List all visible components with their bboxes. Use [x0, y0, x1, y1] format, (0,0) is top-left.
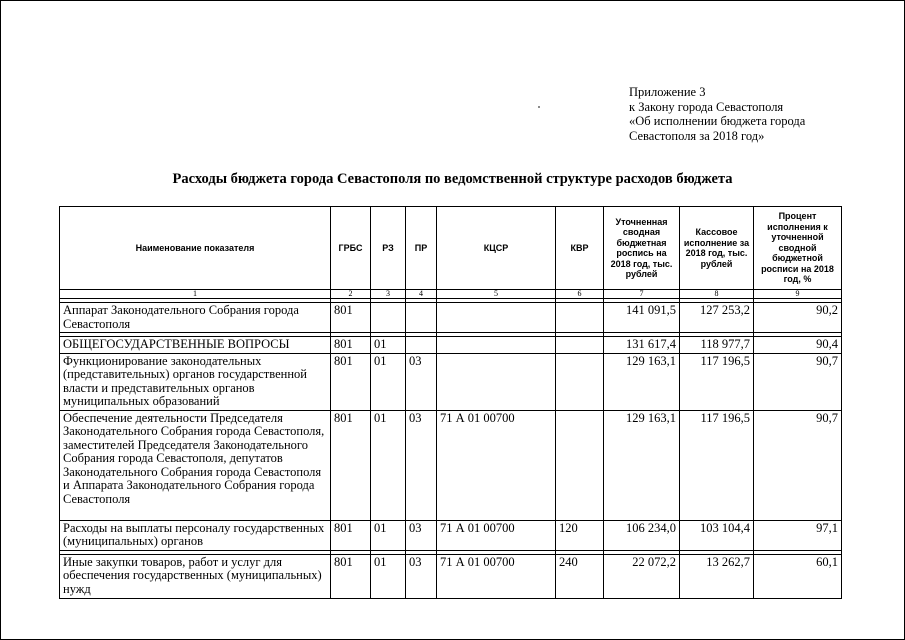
header-kvr: КВР: [556, 207, 604, 290]
row-cash: 118 977,7: [680, 337, 754, 354]
row-kcsr: [437, 337, 556, 354]
row-kcsr: 71 А 01 00700: [437, 520, 556, 550]
row-cash: 127 253,2: [680, 303, 754, 333]
row-percent: 60,1: [754, 554, 842, 598]
row-rz: 01: [371, 554, 406, 598]
row-name: Аппарат Законодательного Собрания города Севастополя: [60, 303, 331, 333]
row-grbs: 801: [331, 337, 371, 354]
column-number: 2: [331, 290, 371, 299]
row-cash: 117 196,5: [680, 353, 754, 410]
column-number: 6: [556, 290, 604, 299]
row-pr: 03: [406, 554, 437, 598]
row-name: Обеспечение деятельности Председателя Законодательного Собрания города Севастополя, заместителей Председателя Законодательного Собрания города Севастополя, депутатов Законодательного Собрания города Севастополя и Аппарата Законодательного Собрания города Севастополя: [60, 410, 331, 520]
row-plan: 129 163,1: [604, 410, 680, 520]
column-number: 7: [604, 290, 680, 299]
header-percent: Процент исполнения к уточненной сводной бюджетной росписи на 2018 год, %: [754, 207, 842, 290]
row-percent: 90,7: [754, 410, 842, 520]
row-grbs: 801: [331, 410, 371, 520]
row-rz: 01: [371, 410, 406, 520]
row-cash: 13 262,7: [680, 554, 754, 598]
row-percent: 90,4: [754, 337, 842, 354]
table-row: [60, 410, 842, 520]
row-grbs: 801: [331, 303, 371, 333]
column-number: 3: [371, 290, 406, 299]
row-percent: 90,2: [754, 303, 842, 333]
row-cash: 117 196,5: [680, 410, 754, 520]
header-name: Наименование показателя: [60, 207, 331, 290]
row-name: ОБЩЕГОСУДАРСТВЕННЫЕ ВОПРОСЫ: [60, 337, 331, 354]
row-kvr: 240: [556, 554, 604, 598]
row-plan: 129 163,1: [604, 353, 680, 410]
header-plan: Уточненная сводная бюджетная роспись на 2018 год, тыс. рублей: [604, 207, 680, 290]
annex-block: [629, 85, 805, 143]
header-row: [60, 207, 842, 290]
row-plan: 22 072,2: [604, 554, 680, 598]
row-plan: 131 617,4: [604, 337, 680, 354]
row-rz: 01: [371, 337, 406, 354]
row-rz: 01: [371, 353, 406, 410]
column-number-row: [60, 290, 842, 299]
row-rz: [371, 303, 406, 333]
column-number: 5: [437, 290, 556, 299]
row-percent: 90,7: [754, 353, 842, 410]
row-pr: 03: [406, 353, 437, 410]
row-name: Расходы на выплаты персоналу государственных (муниципальных) органов: [60, 520, 331, 550]
column-number: 4: [406, 290, 437, 299]
row-cash: 103 104,4: [680, 520, 754, 550]
annex-line-3: «Об исполнении бюджета города: [629, 114, 806, 128]
table-row: [60, 353, 842, 410]
table-row: [60, 520, 842, 550]
row-rz: 01: [371, 520, 406, 550]
row-name: Иные закупки товаров, работ и услуг для обеспечения государственных (муниципальных) нужд: [60, 554, 331, 598]
row-grbs: 801: [331, 554, 371, 598]
header-rz: РЗ: [371, 207, 406, 290]
row-kvr: [556, 337, 604, 354]
table-row: [60, 303, 842, 333]
row-kvr: 120: [556, 520, 604, 550]
annex-line-4: Севастополя за 2018 год»: [629, 128, 765, 143]
annex-line-1: Приложение 3: [629, 85, 706, 99]
budget-table: [59, 206, 842, 599]
column-number: 1: [60, 290, 331, 299]
column-number: 8: [680, 290, 754, 299]
row-kvr: [556, 353, 604, 410]
row-pr: 03: [406, 520, 437, 550]
table-row: [60, 337, 842, 354]
row-plan: 141 091,5: [604, 303, 680, 333]
header-cash: Кассовое исполнение за 2018 год, тыс. рублей: [680, 207, 754, 290]
table-row: [60, 554, 842, 598]
document-title: Расходы бюджета города Севастополя по ведомственной структуре расходов бюджета: [172, 171, 733, 187]
row-kvr: [556, 303, 604, 333]
row-plan: 106 234,0: [604, 520, 680, 550]
column-number: 9: [754, 290, 842, 299]
header-pr: ПР: [406, 207, 437, 290]
row-pr: [406, 303, 437, 333]
row-kcsr: [437, 303, 556, 333]
row-kcsr: [437, 353, 556, 410]
scan-speck: [538, 106, 540, 108]
row-kcsr: 71 А 01 00700: [437, 554, 556, 598]
row-percent: 97,1: [754, 520, 842, 550]
header-grbs: ГРБС: [331, 207, 371, 290]
row-kvr: [556, 410, 604, 520]
row-kcsr: 71 А 01 00700: [437, 410, 556, 520]
row-pr: 03: [406, 410, 437, 520]
annex-line-2: к Закону города Севастополя: [629, 99, 784, 114]
row-name: Функционирование законодательных (представительных) органов государственной власти и представительных органов муниципальных образований: [60, 353, 331, 410]
header-kcsr: КЦСР: [437, 207, 556, 290]
row-grbs: 801: [331, 520, 371, 550]
row-grbs: 801: [331, 353, 371, 410]
row-pr: [406, 337, 437, 354]
